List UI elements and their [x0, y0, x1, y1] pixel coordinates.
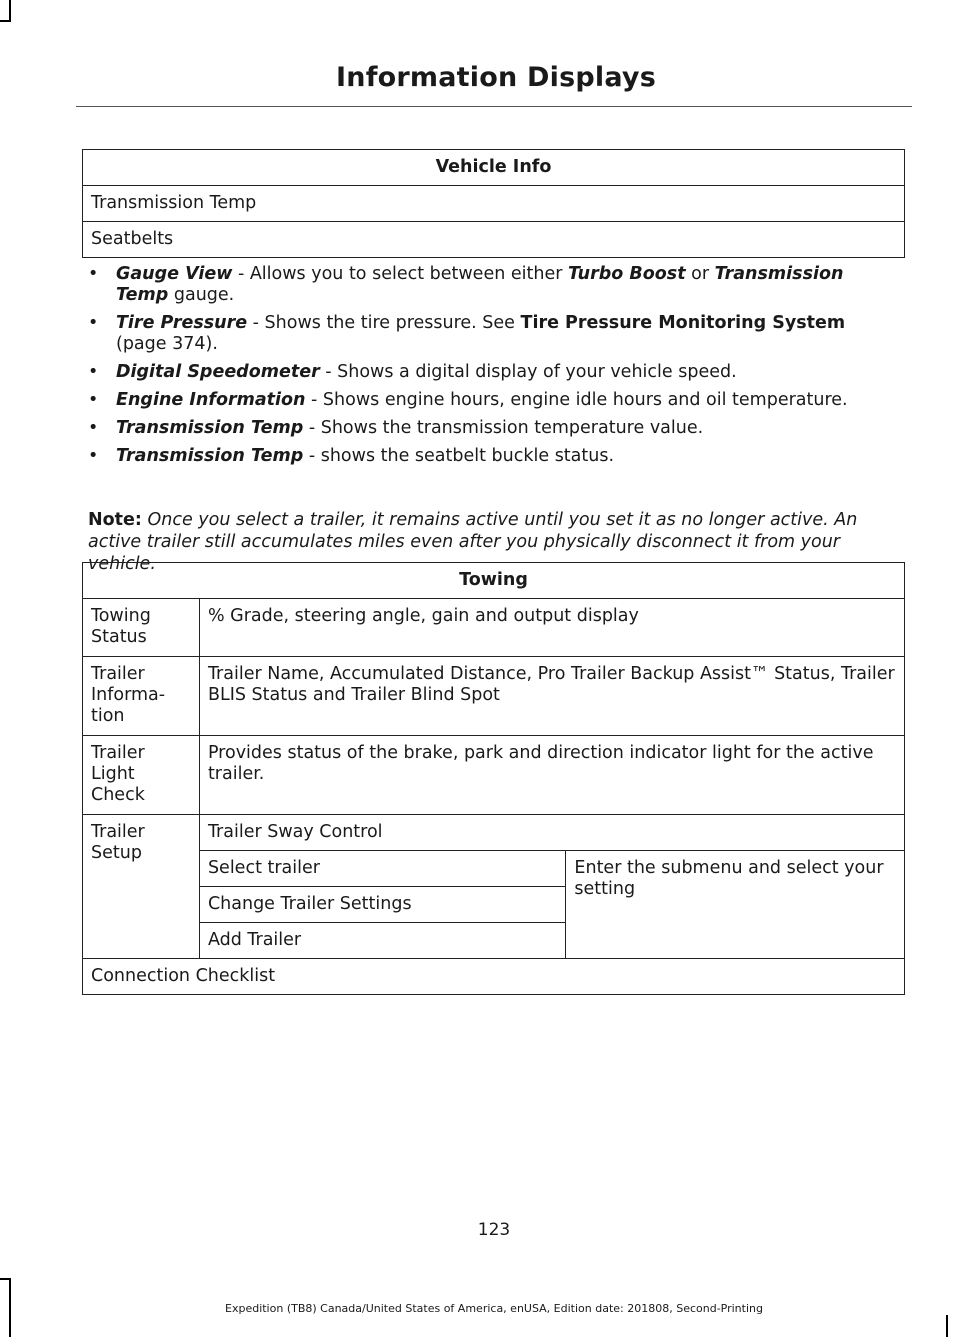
towing-title: Towing	[83, 563, 905, 599]
trailer-option: Change Trailer Settings	[199, 887, 565, 923]
bullet-icon: •	[88, 418, 99, 438]
bullet-icon: •	[88, 313, 99, 333]
list-item	[88, 313, 888, 355]
list-item	[88, 264, 888, 306]
bullet-text: - Shows a digital display of your vehicle speed.	[319, 362, 737, 382]
crop-mark-top-left-h	[0, 20, 11, 22]
bullet-icon: •	[88, 390, 99, 410]
bullet-text: - shows the seatbelt buckle status.	[303, 446, 615, 466]
bullet-text: - Allows you to select between either	[232, 264, 568, 284]
header-divider	[76, 106, 912, 107]
towing-row-value: Trailer Name, Accumulated Distance, Pro Trailer Backup Assist™ Status, Trailer BLIS Status and Trailer Blind Spot	[199, 657, 904, 736]
list-item	[88, 418, 888, 439]
bullet-text: - Shows engine hours, engine idle hours and oil temperature.	[305, 390, 848, 410]
bullet-icon: •	[88, 446, 99, 466]
list-item	[88, 446, 888, 467]
towing-table	[82, 562, 905, 995]
page-number: 123	[477, 1220, 511, 1240]
trailer-option-action: Enter the submenu and select your setting	[566, 851, 905, 959]
bullet-term-ref: Transmission Temp	[116, 264, 844, 305]
trailer-option: Add Trailer	[199, 923, 565, 959]
bullet-text: - Shows the transmission temperature value.	[303, 418, 704, 438]
table-row: Seatbelts	[83, 222, 905, 258]
list-item	[88, 362, 888, 383]
crop-mark-bottom-right-v	[946, 1315, 948, 1337]
trailer-sway-control: Trailer Sway Control	[199, 815, 904, 851]
bullet-term: Transmission Temp	[116, 418, 304, 438]
list-item	[88, 390, 888, 411]
bullet-term-ref: Turbo Boost	[567, 264, 686, 284]
bullet-term: Digital Speedometer	[116, 362, 320, 382]
bullet-term: Gauge View	[116, 264, 233, 284]
bullet-text: (page 374).	[116, 334, 218, 354]
crop-mark-bottom-left-h	[0, 1278, 11, 1280]
towing-row-value: Provides status of the brake, park and direction indicator light for the active trailer.	[199, 736, 904, 815]
page-title: Information Displays	[336, 62, 656, 93]
connection-checklist: Connection Checklist	[83, 959, 905, 995]
crop-mark-top-left-v	[9, 0, 11, 22]
vehicle-info-table	[82, 149, 905, 258]
bullet-icon: •	[88, 362, 99, 382]
page-footer: Expedition (TB8) Canada/United States of America, enUSA, Edition date: 201808, Second-Printing	[225, 1302, 763, 1315]
note-text: Once you select a trailer, it remains active until you set it as no longer active. An active trailer still accumulates miles even after you physically disconnect it from your vehicle.	[88, 510, 858, 574]
note-label: Note:	[88, 510, 142, 530]
bullet-term: Tire Pressure	[116, 313, 248, 333]
bullet-text: - Shows the tire pressure. See	[247, 313, 521, 333]
towing-row-label: Towing Status	[83, 599, 200, 657]
towing-row-value: % Grade, steering angle, gain and output display	[199, 599, 904, 657]
towing-row-label: Trailer Light Check	[83, 736, 200, 815]
bullet-term: Transmission Temp	[116, 446, 304, 466]
vehicle-info-title: Vehicle Info	[83, 150, 905, 186]
trailer-option: Select trailer	[199, 851, 565, 887]
feature-bullet-list	[88, 264, 888, 474]
table-row: Transmission Temp	[83, 186, 905, 222]
bullet-text: gauge.	[168, 285, 235, 305]
bullet-icon: •	[88, 264, 99, 284]
bullet-term: Engine Information	[116, 390, 306, 410]
cross-reference-link[interactable]: Tire Pressure Monitoring System	[520, 313, 846, 333]
towing-row-label: Trailer Setup	[83, 815, 200, 959]
bullet-text: or	[685, 264, 715, 284]
towing-row-label: Trailer Informa-tion	[83, 657, 200, 736]
